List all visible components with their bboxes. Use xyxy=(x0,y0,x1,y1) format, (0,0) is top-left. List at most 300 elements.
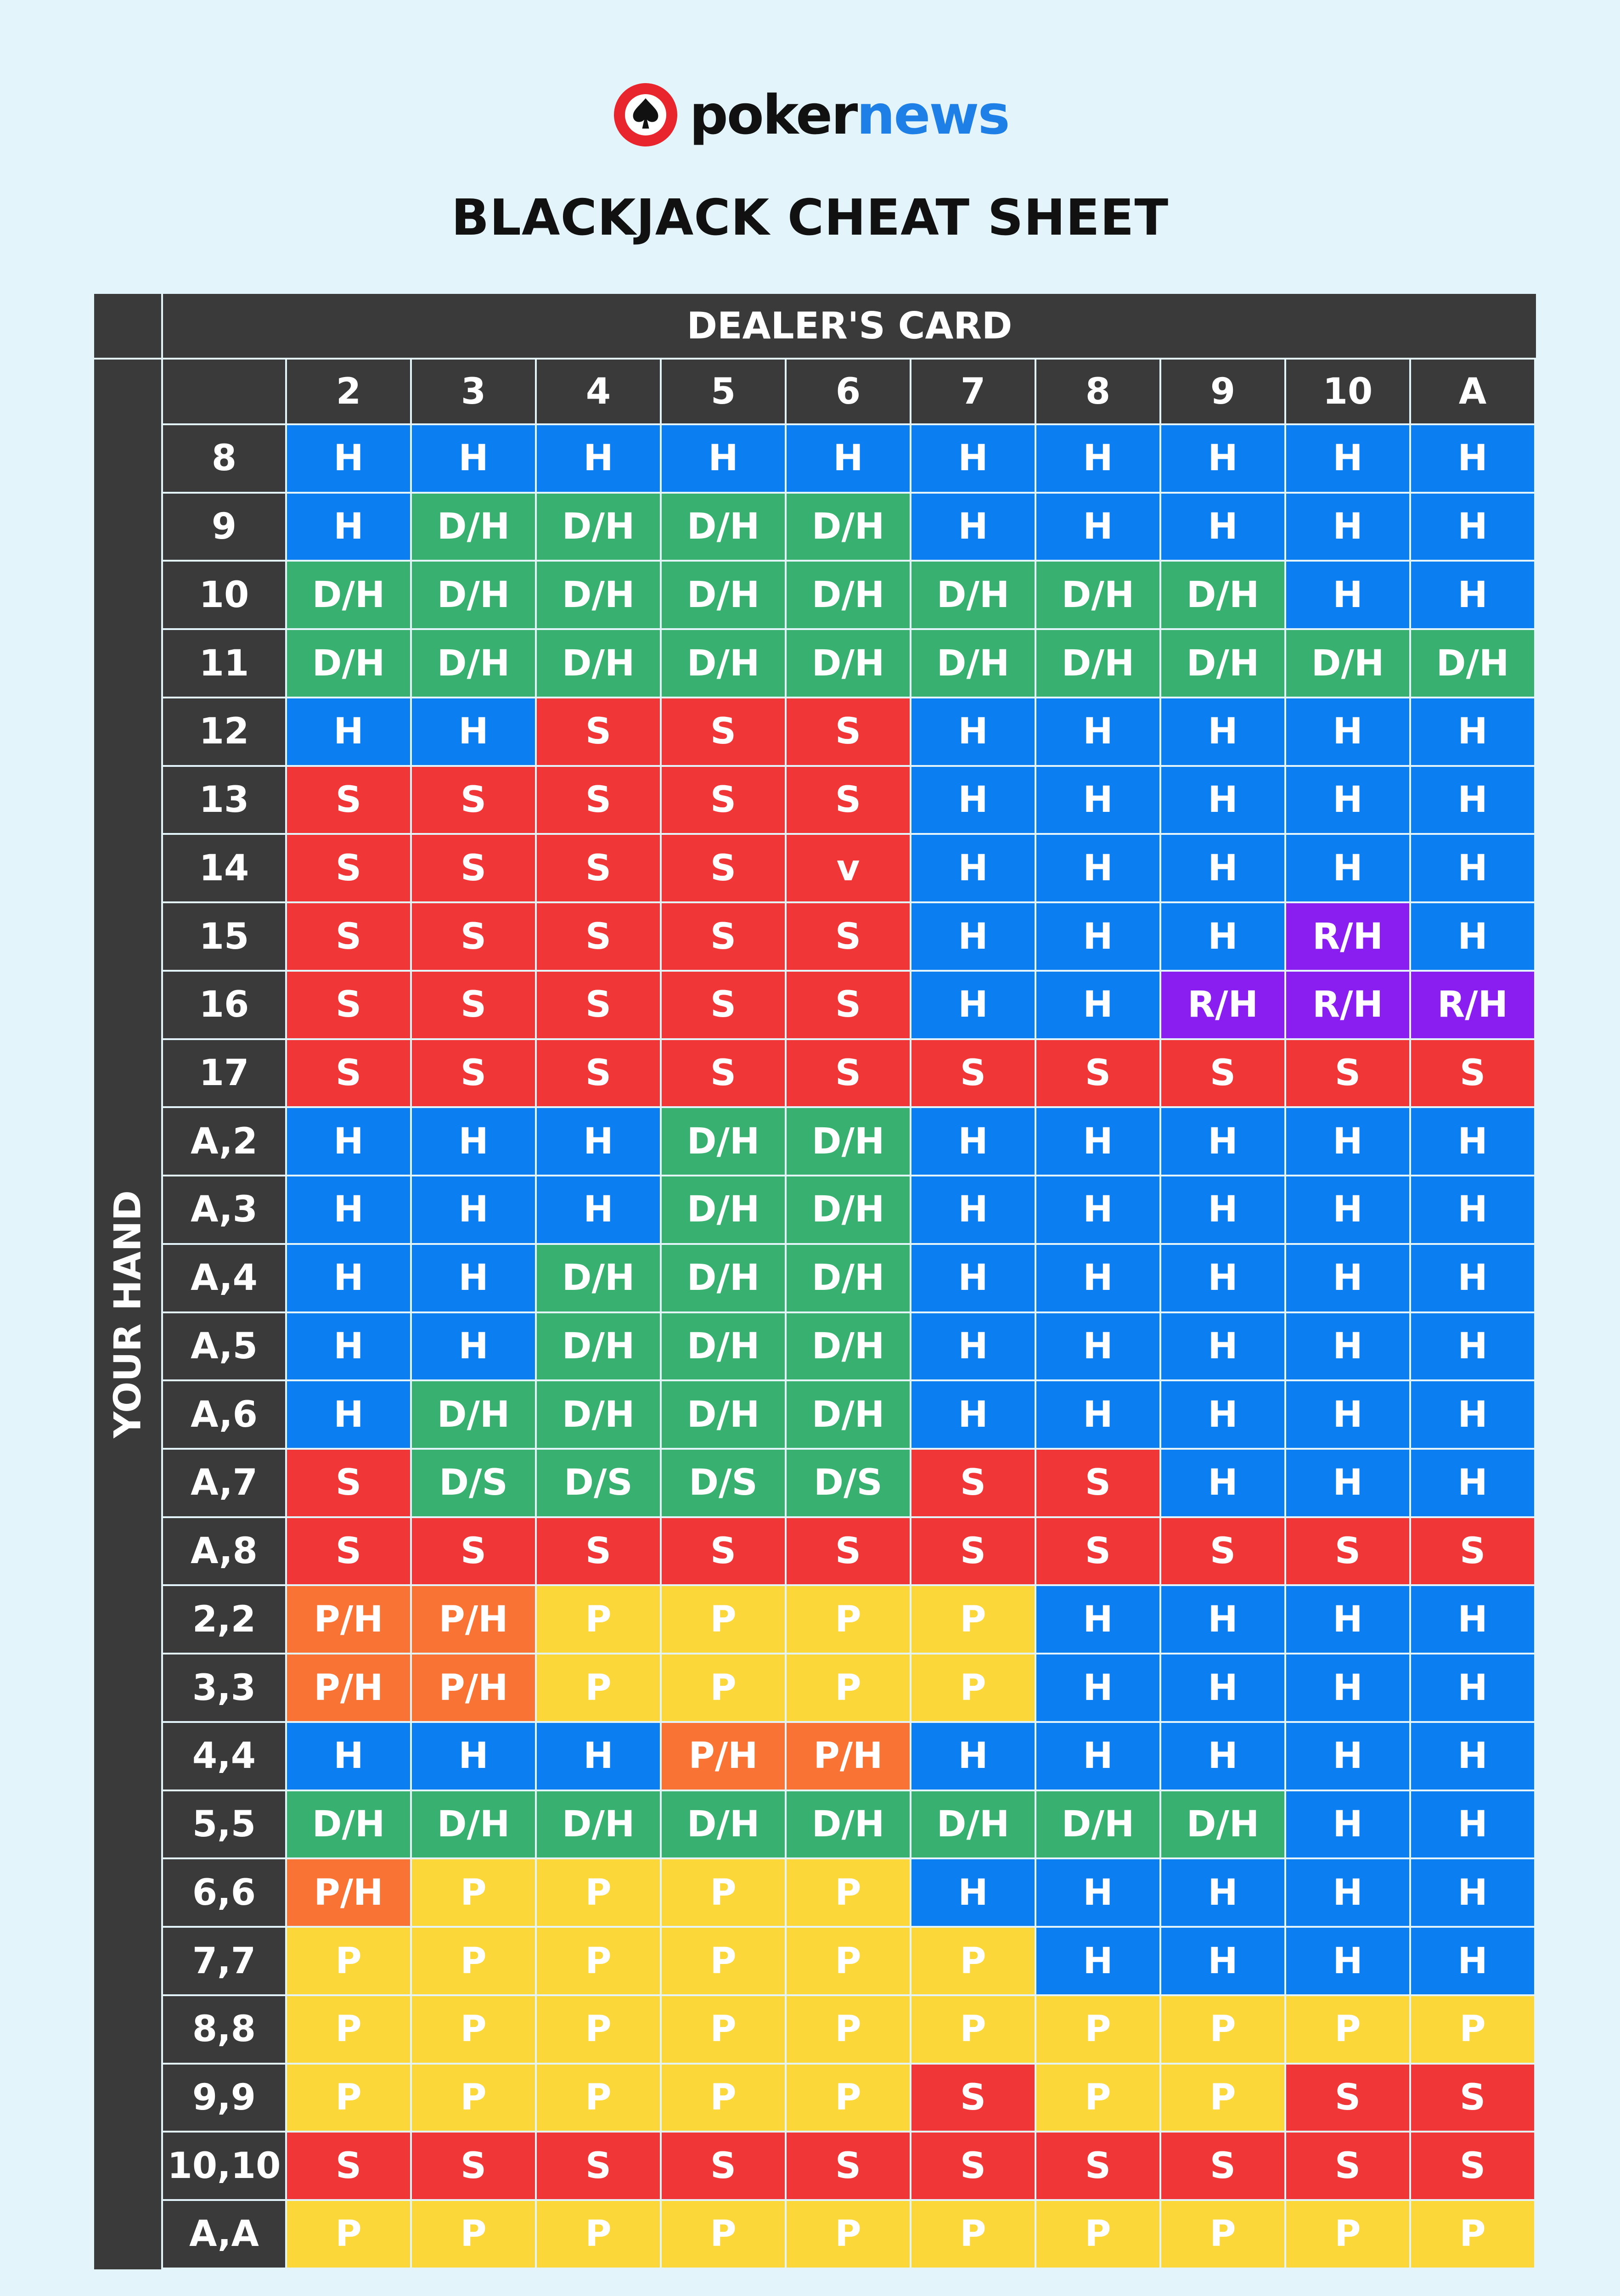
strategy-cell: S xyxy=(287,903,412,972)
strategy-cell: H xyxy=(1286,1654,1411,1723)
strategy-cell: S xyxy=(1036,1450,1161,1518)
dealer-card-7: 7 xyxy=(911,360,1036,425)
strategy-cell: P xyxy=(287,2201,412,2269)
hand-label: 17 xyxy=(163,1040,287,1109)
strategy-cell: H xyxy=(287,1381,412,1450)
strategy-cell: S xyxy=(911,1450,1036,1518)
dealer-card-3: 3 xyxy=(412,360,537,425)
strategy-cell: H xyxy=(287,494,412,562)
strategy-cell: P xyxy=(412,1996,537,2065)
strategy-cell: P xyxy=(1036,1996,1161,2065)
hand-label: A,5 xyxy=(163,1313,287,1382)
strategy-cell: S xyxy=(787,903,911,972)
strategy-cell: P xyxy=(662,1586,787,1654)
strategy-cell: P/H xyxy=(412,1654,537,1723)
strategy-cell: H xyxy=(412,1723,537,1791)
strategy-cell: P xyxy=(537,1859,662,1928)
strategy-cell: H xyxy=(287,1245,412,1313)
strategy-cell: H xyxy=(537,1108,662,1176)
strategy-cell: H xyxy=(1286,1859,1411,1928)
strategy-cell: H xyxy=(1161,767,1286,835)
strategy-cell: H xyxy=(1286,698,1411,767)
strategy-cell: S xyxy=(911,1518,1036,1587)
strategy-cell: H xyxy=(1161,1586,1286,1654)
strategy-cell: S xyxy=(287,1450,412,1518)
strategy-cell: D/H xyxy=(911,630,1036,698)
hand-label: 8 xyxy=(163,425,287,494)
strategy-cell: S xyxy=(787,767,911,835)
strategy-cell: H xyxy=(911,835,1036,903)
strategy-cell: D/H xyxy=(1036,1791,1161,1860)
strategy-cell: H xyxy=(1411,1381,1536,1450)
strategy-cell: P xyxy=(662,1996,787,2065)
hand-label: 2,2 xyxy=(163,1586,287,1654)
strategy-cell: S xyxy=(412,835,537,903)
strategy-cell: S xyxy=(662,2133,787,2201)
strategy-cell: S xyxy=(911,1040,1036,1109)
strategy-cell: S xyxy=(787,1040,911,1109)
strategy-cell: H xyxy=(1161,1450,1286,1518)
strategy-cell: P xyxy=(662,1654,787,1723)
strategy-cell: D/H xyxy=(537,1245,662,1313)
strategy-cell: H xyxy=(1411,1108,1536,1176)
strategy-cell: H xyxy=(287,1723,412,1791)
strategy-cell: S xyxy=(787,972,911,1040)
strategy-cell: D/H xyxy=(537,1381,662,1450)
strategy-cell: H xyxy=(537,425,662,494)
strategy-cell: H xyxy=(1411,1245,1536,1313)
strategy-cell: H xyxy=(287,1313,412,1382)
strategy-cell: D/H xyxy=(911,1791,1036,1860)
strategy-cell: S xyxy=(1411,1040,1536,1109)
dealer-card-10: 10 xyxy=(1286,360,1411,425)
strategy-cell: H xyxy=(911,1381,1036,1450)
strategy-cell: P xyxy=(1161,2201,1286,2269)
strategy-cell: R/H xyxy=(1286,903,1411,972)
strategy-cell: S xyxy=(1161,1518,1286,1587)
strategy-cell: S xyxy=(911,2065,1036,2133)
strategy-cell: P xyxy=(911,1928,1036,1996)
strategy-cell: H xyxy=(1161,1654,1286,1723)
strategy-cell: S xyxy=(537,2133,662,2201)
strategy-cell: H xyxy=(1161,425,1286,494)
strategy-cell: S xyxy=(412,972,537,1040)
strategy-cell: S xyxy=(287,972,412,1040)
strategy-cell: S xyxy=(1036,1518,1161,1587)
strategy-cell: D/H xyxy=(662,1108,787,1176)
strategy-cell: H xyxy=(1161,698,1286,767)
strategy-cell: D/H xyxy=(787,1381,911,1450)
strategy-cell: H xyxy=(1161,903,1286,972)
strategy-cell: H xyxy=(1286,494,1411,562)
strategy-cell: H xyxy=(287,1108,412,1176)
strategy-cell: P xyxy=(537,2201,662,2269)
strategy-cell: H xyxy=(1286,1108,1411,1176)
hand-label: 11 xyxy=(163,630,287,698)
strategy-cell: P/H xyxy=(287,1654,412,1723)
strategy-cell: H xyxy=(287,1176,412,1245)
strategy-cell: H xyxy=(1161,1928,1286,1996)
strategy-cell: P xyxy=(911,2201,1036,2269)
strategy-cell: H xyxy=(1411,1313,1536,1382)
strategy-cell: D/S xyxy=(537,1450,662,1518)
hand-label: A,3 xyxy=(163,1176,287,1245)
strategy-cell: D/S xyxy=(412,1450,537,1518)
dealer-card-8: 8 xyxy=(1036,360,1161,425)
strategy-cell: H xyxy=(911,1859,1036,1928)
strategy-cell: P xyxy=(412,1859,537,1928)
strategy-cell: H xyxy=(1411,767,1536,835)
strategy-cell: D/H xyxy=(787,494,911,562)
strategy-cell: S xyxy=(1286,2065,1411,2133)
strategy-cell: H xyxy=(1161,494,1286,562)
strategy-cell: D/H xyxy=(287,630,412,698)
strategy-cell: H xyxy=(1036,972,1161,1040)
strategy-cell: S xyxy=(1286,1040,1411,1109)
strategy-cell: S xyxy=(787,1518,911,1587)
brand-wordmark xyxy=(689,83,1008,146)
strategy-cell: D/H xyxy=(1161,1791,1286,1860)
strategy-cell: H xyxy=(1286,1381,1411,1450)
hand-label: 6,6 xyxy=(163,1859,287,1928)
hand-label: 8,8 xyxy=(163,1996,287,2065)
strategy-cell: H xyxy=(1286,1313,1411,1382)
strategy-cell: H xyxy=(1161,1381,1286,1450)
hand-column-header xyxy=(163,360,287,425)
strategy-cell: D/H xyxy=(412,630,537,698)
strategy-cell: D/H xyxy=(787,1245,911,1313)
strategy-cell: H xyxy=(1286,1176,1411,1245)
hand-label: 13 xyxy=(163,767,287,835)
strategy-cell: H xyxy=(1161,1176,1286,1245)
strategy-cell: P/H xyxy=(412,1586,537,1654)
strategy-cell: H xyxy=(1286,562,1411,630)
strategy-cell: H xyxy=(1286,1245,1411,1313)
strategy-cell: H xyxy=(1036,1313,1161,1382)
strategy-cell: S xyxy=(412,767,537,835)
dealer-card-9: 9 xyxy=(1161,360,1286,425)
strategy-cell: H xyxy=(1161,1245,1286,1313)
strategy-cell: D/H xyxy=(911,562,1036,630)
strategy-cell: D/H xyxy=(412,1381,537,1450)
strategy-cell: P xyxy=(412,2065,537,2133)
strategy-cell: S xyxy=(1286,1518,1411,1587)
strategy-cell: H xyxy=(911,767,1036,835)
strategy-cell: H xyxy=(911,1313,1036,1382)
strategy-cell: H xyxy=(1411,1654,1536,1723)
strategy-cell: P xyxy=(662,1928,787,1996)
strategy-cell: H xyxy=(1036,494,1161,562)
strategy-cell: D/H xyxy=(662,562,787,630)
strategy-cell: H xyxy=(1161,1859,1286,1928)
strategy-cell: D/H xyxy=(287,562,412,630)
strategy-cell: P xyxy=(1161,2065,1286,2133)
strategy-cell: D/H xyxy=(662,1245,787,1313)
strategy-cell: H xyxy=(1161,1313,1286,1382)
dealer-card-5: 5 xyxy=(662,360,787,425)
strategy-cell: H xyxy=(911,1245,1036,1313)
strategy-cell: H xyxy=(1036,698,1161,767)
strategy-cell: S xyxy=(911,2133,1036,2201)
strategy-cell: H xyxy=(1286,425,1411,494)
strategy-cell: P/H xyxy=(662,1723,787,1791)
strategy-cell: S xyxy=(537,698,662,767)
strategy-cell: H xyxy=(1411,1176,1536,1245)
strategy-cell: S xyxy=(1286,2133,1411,2201)
strategy-cell: H xyxy=(1411,1791,1536,1860)
strategy-cell: S xyxy=(412,1518,537,1587)
strategy-cell: S xyxy=(537,903,662,972)
strategy-cell: v xyxy=(787,835,911,903)
strategy-cell: P xyxy=(911,1586,1036,1654)
strategy-cell: D/H xyxy=(787,562,911,630)
hand-label: 10 xyxy=(163,562,287,630)
dealer-card-6: 6 xyxy=(787,360,911,425)
brand-name-part2: news xyxy=(856,83,1009,146)
strategy-cell: P xyxy=(1286,2201,1411,2269)
strategy-cell: D/S xyxy=(662,1450,787,1518)
strategy-cell: H xyxy=(537,1723,662,1791)
dealer-card-header: DEALER'S CARD xyxy=(163,294,1536,360)
strategy-cell: D/H xyxy=(537,1791,662,1860)
strategy-cell: D/H xyxy=(787,1176,911,1245)
strategy-cell: H xyxy=(1411,425,1536,494)
strategy-cell: H xyxy=(1036,1108,1161,1176)
strategy-cell: H xyxy=(1411,1586,1536,1654)
strategy-cell: H xyxy=(1286,835,1411,903)
strategy-cell: H xyxy=(412,425,537,494)
strategy-cell: P xyxy=(787,2201,911,2269)
strategy-cell: H xyxy=(537,1176,662,1245)
hand-label: 5,5 xyxy=(163,1791,287,1860)
corner-cell xyxy=(94,294,163,360)
strategy-cell: H xyxy=(1286,1723,1411,1791)
strategy-cell: S xyxy=(287,767,412,835)
hand-label: 3,3 xyxy=(163,1654,287,1723)
hand-label: A,8 xyxy=(163,1518,287,1587)
strategy-cell: S xyxy=(412,903,537,972)
page-title: BLACKJACK CHEAT SHEET xyxy=(451,189,1169,247)
strategy-cell: S xyxy=(662,1518,787,1587)
strategy-cell: H xyxy=(1286,1450,1411,1518)
strategy-cell: D/H xyxy=(662,630,787,698)
strategy-cell: H xyxy=(1286,1791,1411,1860)
strategy-cell: S xyxy=(1411,2133,1536,2201)
strategy-cell: D/H xyxy=(412,562,537,630)
hand-label: 16 xyxy=(163,972,287,1040)
strategy-cell: H xyxy=(412,1176,537,1245)
strategy-cell: D/H xyxy=(1036,630,1161,698)
strategy-cell: S xyxy=(662,698,787,767)
strategy-cell: H xyxy=(1411,494,1536,562)
strategy-cell: D/H xyxy=(662,1791,787,1860)
dealer-card-a: A xyxy=(1411,360,1536,425)
hand-label: 9 xyxy=(163,494,287,562)
strategy-cell: H xyxy=(287,698,412,767)
strategy-cell: P xyxy=(412,2201,537,2269)
strategy-cell: H xyxy=(1411,903,1536,972)
strategy-cell: P xyxy=(911,1996,1036,2065)
strategy-cell: H xyxy=(1411,835,1536,903)
strategy-cell: S xyxy=(287,2133,412,2201)
strategy-cell: R/H xyxy=(1411,972,1536,1040)
strategy-cell: D/H xyxy=(412,1791,537,1860)
strategy-cell: P xyxy=(662,2065,787,2133)
strategy-cell: H xyxy=(911,425,1036,494)
strategy-cell: P/H xyxy=(787,1723,911,1791)
strategy-cell: P xyxy=(787,2065,911,2133)
strategy-cell: H xyxy=(911,698,1036,767)
strategy-cell: S xyxy=(787,2133,911,2201)
strategy-cell: S xyxy=(1036,1040,1161,1109)
strategy-cell: S xyxy=(537,1040,662,1109)
strategy-cell: H xyxy=(1161,1108,1286,1176)
strategy-cell: H xyxy=(1286,1586,1411,1654)
strategy-cell: P xyxy=(287,1928,412,1996)
strategy-cell: S xyxy=(662,767,787,835)
strategy-cell: H xyxy=(911,903,1036,972)
strategy-cell: H xyxy=(1036,1381,1161,1450)
strategy-cell: S xyxy=(537,767,662,835)
strategy-cell: D/H xyxy=(1161,562,1286,630)
strategy-cell: H xyxy=(1411,1723,1536,1791)
strategy-cell: P xyxy=(911,1654,1036,1723)
hand-label: 7,7 xyxy=(163,1928,287,1996)
hand-label: A,4 xyxy=(163,1245,287,1313)
strategy-cell: P xyxy=(287,1996,412,2065)
pokernews-spade-icon xyxy=(611,80,680,149)
strategy-cell: H xyxy=(1036,767,1161,835)
hand-label: 10,10 xyxy=(163,2133,287,2201)
hand-label: A,2 xyxy=(163,1108,287,1176)
strategy-cell: H xyxy=(1161,1723,1286,1791)
strategy-cell: D/H xyxy=(1161,630,1286,698)
strategy-cell: H xyxy=(1411,562,1536,630)
strategy-cell: D/H xyxy=(787,1108,911,1176)
strategy-cell: D/H xyxy=(787,630,911,698)
strategy-cell: H xyxy=(911,1108,1036,1176)
strategy-cell: H xyxy=(1411,698,1536,767)
strategy-cell: H xyxy=(412,698,537,767)
strategy-cell: P xyxy=(787,1654,911,1723)
strategy-cell: S xyxy=(1161,1040,1286,1109)
strategy-cell: P xyxy=(412,1928,537,1996)
strategy-cell: P xyxy=(787,1996,911,2065)
strategy-cell: S xyxy=(537,1518,662,1587)
strategy-cell: P xyxy=(1411,2201,1536,2269)
strategy-cell: P xyxy=(537,1586,662,1654)
strategy-cell: S xyxy=(1161,2133,1286,2201)
strategy-cell: S xyxy=(662,835,787,903)
strategy-cell: H xyxy=(1036,1859,1161,1928)
strategy-cell: H xyxy=(1036,903,1161,972)
strategy-cell: H xyxy=(412,1245,537,1313)
hand-label: 12 xyxy=(163,698,287,767)
strategy-cell: D/S xyxy=(787,1450,911,1518)
strategy-cell: S xyxy=(537,972,662,1040)
strategy-cell: P xyxy=(1286,1996,1411,2065)
strategy-cell: H xyxy=(911,972,1036,1040)
strategy-cell: P xyxy=(1036,2201,1161,2269)
strategy-cell: D/H xyxy=(662,1313,787,1382)
strategy-cell: P xyxy=(1161,1996,1286,2065)
strategy-cell: H xyxy=(1411,1928,1536,1996)
strategy-cell: D/H xyxy=(1036,562,1161,630)
hand-label: A,A xyxy=(163,2201,287,2269)
strategy-cell: D/H xyxy=(287,1791,412,1860)
strategy-cell: P xyxy=(662,2201,787,2269)
strategy-cell: H xyxy=(911,494,1036,562)
strategy-cell: H xyxy=(287,425,412,494)
strategy-cell: D/H xyxy=(412,494,537,562)
strategy-cell: H xyxy=(1036,1928,1161,1996)
strategy-cell: S xyxy=(412,1040,537,1109)
strategy-cell: D/H xyxy=(662,494,787,562)
strategy-table xyxy=(94,294,1536,2268)
strategy-cell: H xyxy=(911,1176,1036,1245)
strategy-cell: P xyxy=(537,1654,662,1723)
strategy-cell: H xyxy=(1036,1245,1161,1313)
strategy-cell: H xyxy=(1286,767,1411,835)
strategy-cell: H xyxy=(1036,1176,1161,1245)
hand-label: A,6 xyxy=(163,1381,287,1450)
pokernews-logo xyxy=(0,73,1620,156)
strategy-cell: S xyxy=(1411,1518,1536,1587)
strategy-cell: P xyxy=(287,2065,412,2133)
strategy-cell: R/H xyxy=(1286,972,1411,1040)
strategy-cell: H xyxy=(1286,1928,1411,1996)
strategy-cell: S xyxy=(662,903,787,972)
strategy-cell: H xyxy=(1036,1654,1161,1723)
strategy-cell: D/H xyxy=(537,630,662,698)
strategy-cell: P xyxy=(537,1928,662,1996)
strategy-cell: S xyxy=(662,972,787,1040)
hand-label: A,7 xyxy=(163,1450,287,1518)
strategy-cell: S xyxy=(662,1040,787,1109)
strategy-cell: H xyxy=(412,1313,537,1382)
strategy-cell: P/H xyxy=(287,1859,412,1928)
strategy-cell: S xyxy=(287,835,412,903)
strategy-cell: P xyxy=(787,1928,911,1996)
dealer-card-4: 4 xyxy=(537,360,662,425)
strategy-cell: P xyxy=(537,2065,662,2133)
strategy-cell: H xyxy=(1161,835,1286,903)
strategy-cell: H xyxy=(787,425,911,494)
strategy-cell: R/H xyxy=(1161,972,1286,1040)
strategy-cell: D/H xyxy=(537,1313,662,1382)
strategy-cell: P xyxy=(662,1859,787,1928)
strategy-cell: S xyxy=(1036,2133,1161,2201)
strategy-cell: H xyxy=(1036,1586,1161,1654)
hand-label: 4,4 xyxy=(163,1723,287,1791)
your-hand-header xyxy=(94,360,163,2269)
strategy-cell: D/H xyxy=(662,1176,787,1245)
strategy-cell: H xyxy=(1036,1723,1161,1791)
strategy-cell: H xyxy=(1411,1859,1536,1928)
strategy-cell: S xyxy=(287,1518,412,1587)
strategy-cell: D/H xyxy=(662,1381,787,1450)
strategy-cell: P xyxy=(787,1586,911,1654)
strategy-cell: D/H xyxy=(537,494,662,562)
strategy-cell: P xyxy=(1036,2065,1161,2133)
hand-label: 9,9 xyxy=(163,2065,287,2133)
strategy-cell: H xyxy=(662,425,787,494)
hand-label: 15 xyxy=(163,903,287,972)
strategy-cell: H xyxy=(1036,425,1161,494)
strategy-cell: S xyxy=(537,835,662,903)
your-hand-label: YOUR HAND xyxy=(106,1190,149,1439)
brand-name-part1: poker xyxy=(689,83,857,146)
